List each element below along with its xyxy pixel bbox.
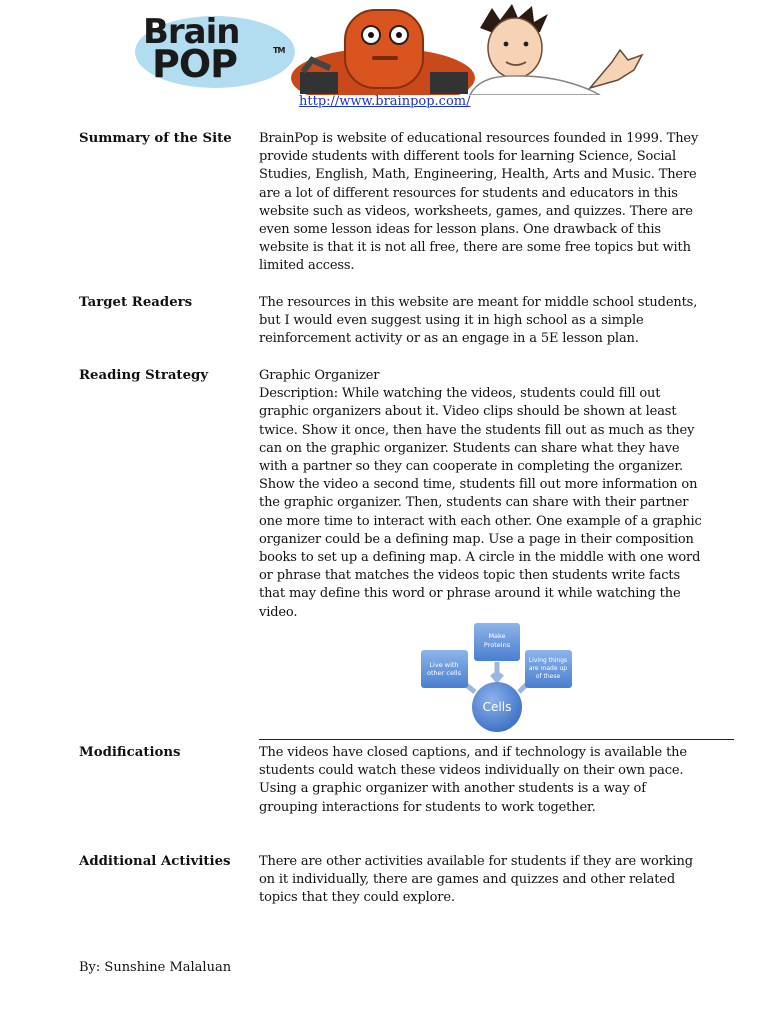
section-text: There are other activities available for students if they are working on it individually, there are games and quizzes and other related topics that they could explore.	[259, 854, 693, 906]
section-content	[259, 367, 704, 622]
logo-brain: Brain	[143, 12, 240, 52]
center-label: Cells	[482, 700, 512, 714]
section-text: The videos have closed captions, and if technology is available the students could watch these videos individually on their own pace. Using a graphic organizer with another students is a way of grouping interactions for students to work together.	[259, 745, 687, 815]
website-link[interactable]: http://www.brainpop.com/	[299, 94, 471, 109]
node-label: Make	[488, 632, 506, 640]
node-label: Living things	[528, 657, 568, 664]
section-label: Target Readers	[79, 295, 193, 310]
section-label: Modifications	[79, 745, 181, 760]
node-label: of these	[535, 673, 561, 680]
node-label: Proteins	[483, 641, 511, 649]
section-text: The resources in this website are meant for middle school students, but I would even suggest using it in high school as a simple reinforcement activity or as an engage in a 5E lesson plan.	[259, 295, 698, 347]
divider-line	[259, 739, 734, 740]
arrow-top	[492, 662, 502, 680]
author-byline: By: Sunshine Malaluan	[79, 960, 232, 975]
boy-character-icon	[470, 4, 642, 95]
banner-illustration	[0, 0, 768, 95]
section-label: Summary of the Site	[79, 131, 232, 146]
section-text: Description: While watching the videos, students could fill out graphic organizers about it. Video clips should be shown at least twice. Show it once, then have the students fill out as much as they can on the graphic organizer. Students can share what they have with a partner so they can cooperate in completing the organizer. Show the video a second time, students fill out more information on the graphic organizer. Then, students can share with their partner one more time to interact with each other. One example of a graphic organizer could be a defining map. Use a page in their composition books to set up a defining map. A circle in the middle with one word or phrase that matches the videos topic then students write facts that may define this word or phrase around it while watching the video.	[259, 386, 702, 620]
section-label: Reading Strategy	[79, 368, 209, 383]
logo-trademark: TM	[273, 46, 285, 55]
robot-icon	[291, 10, 475, 95]
logo-pop: POP	[152, 42, 238, 86]
node-label: Live with	[429, 661, 459, 669]
section-label: Additional Activities	[79, 854, 231, 869]
node-label: other cells	[427, 669, 461, 677]
brainpop-banner	[0, 0, 768, 95]
node-label: are made up	[528, 665, 568, 672]
section-text: BrainPop is website of educational resources founded in 1999. They provide students with different tools for learning Science, Social Studies, English, Math, Engineering, Health, Arts and Music. There are a lot of different resources for students and educators in this website such as videos, worksheets, games, and quizzes. There are even some lesson ideas for lesson plans. One drawback of this website is that it is not all free, there are some free topics but with limited access.	[259, 131, 699, 274]
graphic-organizer-diagram	[415, 620, 580, 735]
section-subtitle: Graphic Organizer	[259, 368, 380, 383]
